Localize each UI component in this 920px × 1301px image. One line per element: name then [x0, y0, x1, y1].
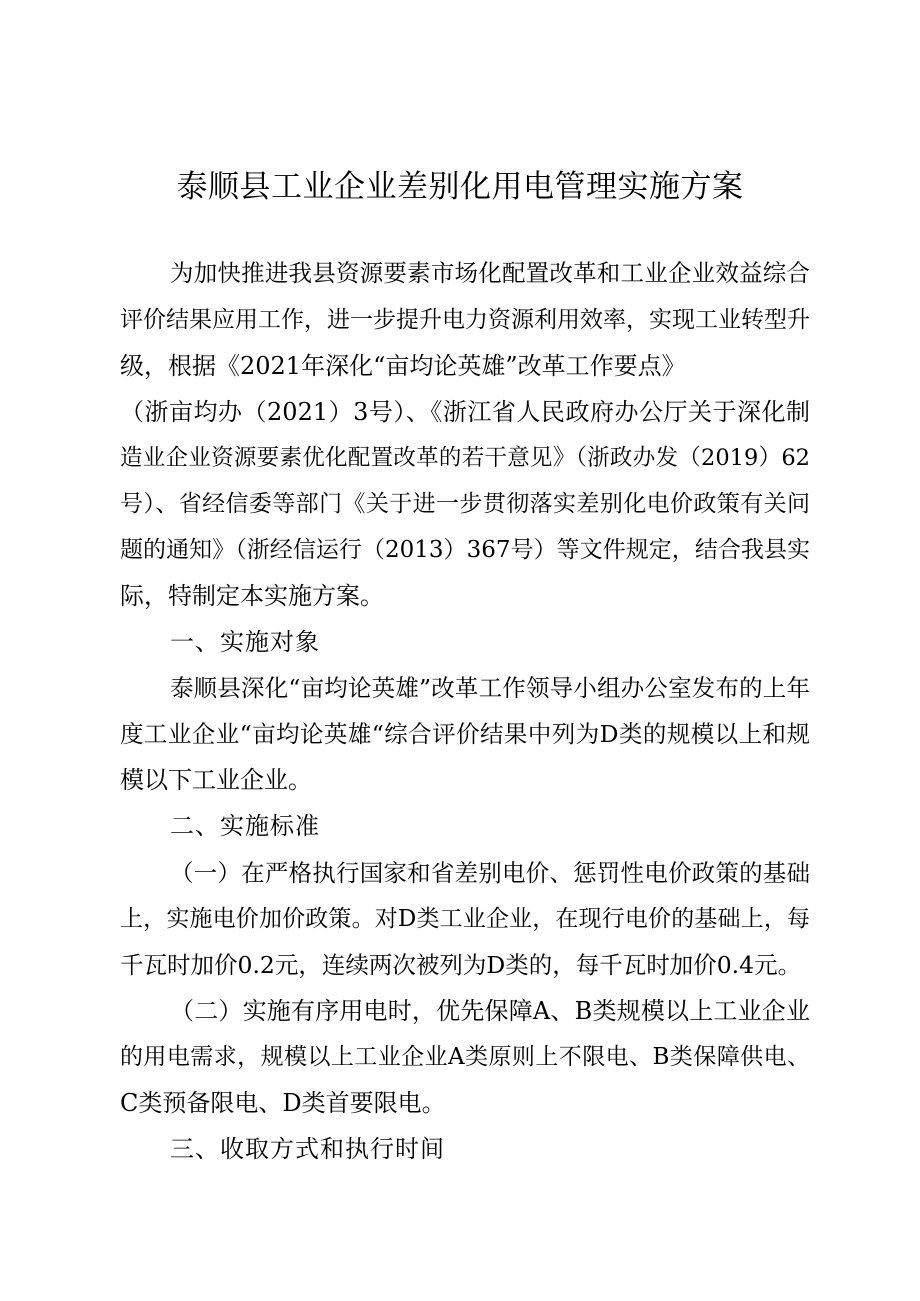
intro-line: 际，特制定本实施方案。: [120, 582, 384, 610]
intro-line: 号）、省经信委等部门《关于进一步贯彻落实差别化电价政策有关问: [120, 491, 810, 517]
intro-line: 造业企业资源要素优化配置改革的若干意见》（浙政办发（2019）62: [120, 445, 810, 471]
section1-line: 泰顺县深化“亩均论英雄”改革工作领导小组办公室发布的上年: [170, 674, 810, 702]
intro-line: 评价结果应用工作，进一步提升电力资源利用效率，实现工业转型升: [120, 307, 810, 333]
intro-line: 题的通知》（浙经信运行（2013）367号）等文件规定，结合我县实: [120, 537, 810, 563]
intro-line: 为加快推进我县资源要素市场化配置改革和工业企业效益综合: [170, 259, 810, 287]
section2-item1-line: （一）在严格执行国家和省差别电价、惩罚性电价政策的基础: [170, 859, 810, 887]
section2-item2-line: C类预备限电、D类首要限电。: [120, 1089, 446, 1117]
section1-line: 度工业企业“亩均论英雄“综合评价结果中列为D类的规模以上和规: [120, 720, 810, 748]
section2-item2-line: （二）实施有序用电时，优先保障A、B类规模以上工业企业: [170, 997, 810, 1025]
section2-item1-line: 千瓦时加价0.2元，连续两次被列为D类的，每千瓦时加价0.4元。: [120, 951, 802, 979]
section-heading-2: 二、实施标准: [170, 812, 320, 840]
section1-line: 模以下工业企业。: [120, 766, 312, 794]
section2-item2-line: 的用电需求，规模以上工业企业A类原则上不限电、B类保障供电、: [120, 1044, 810, 1070]
section-heading-1: 一、实施对象: [170, 628, 320, 656]
section2-item1-line: 上，实施电价加价政策。对D类工业企业，在现行电价的基础上，每: [120, 906, 810, 932]
intro-line: 级，根据《2021年深化“亩均论英雄”改革工作要点》: [120, 352, 686, 380]
document-title: 泰顺县工业企业差别化用电管理实施方案: [176, 169, 744, 205]
intro-line: （浙亩均办（2021）3号）、《浙江省人民政府办公厅关于深化制: [120, 398, 810, 426]
section-heading-3: 三、收取方式和执行时间: [170, 1135, 445, 1163]
